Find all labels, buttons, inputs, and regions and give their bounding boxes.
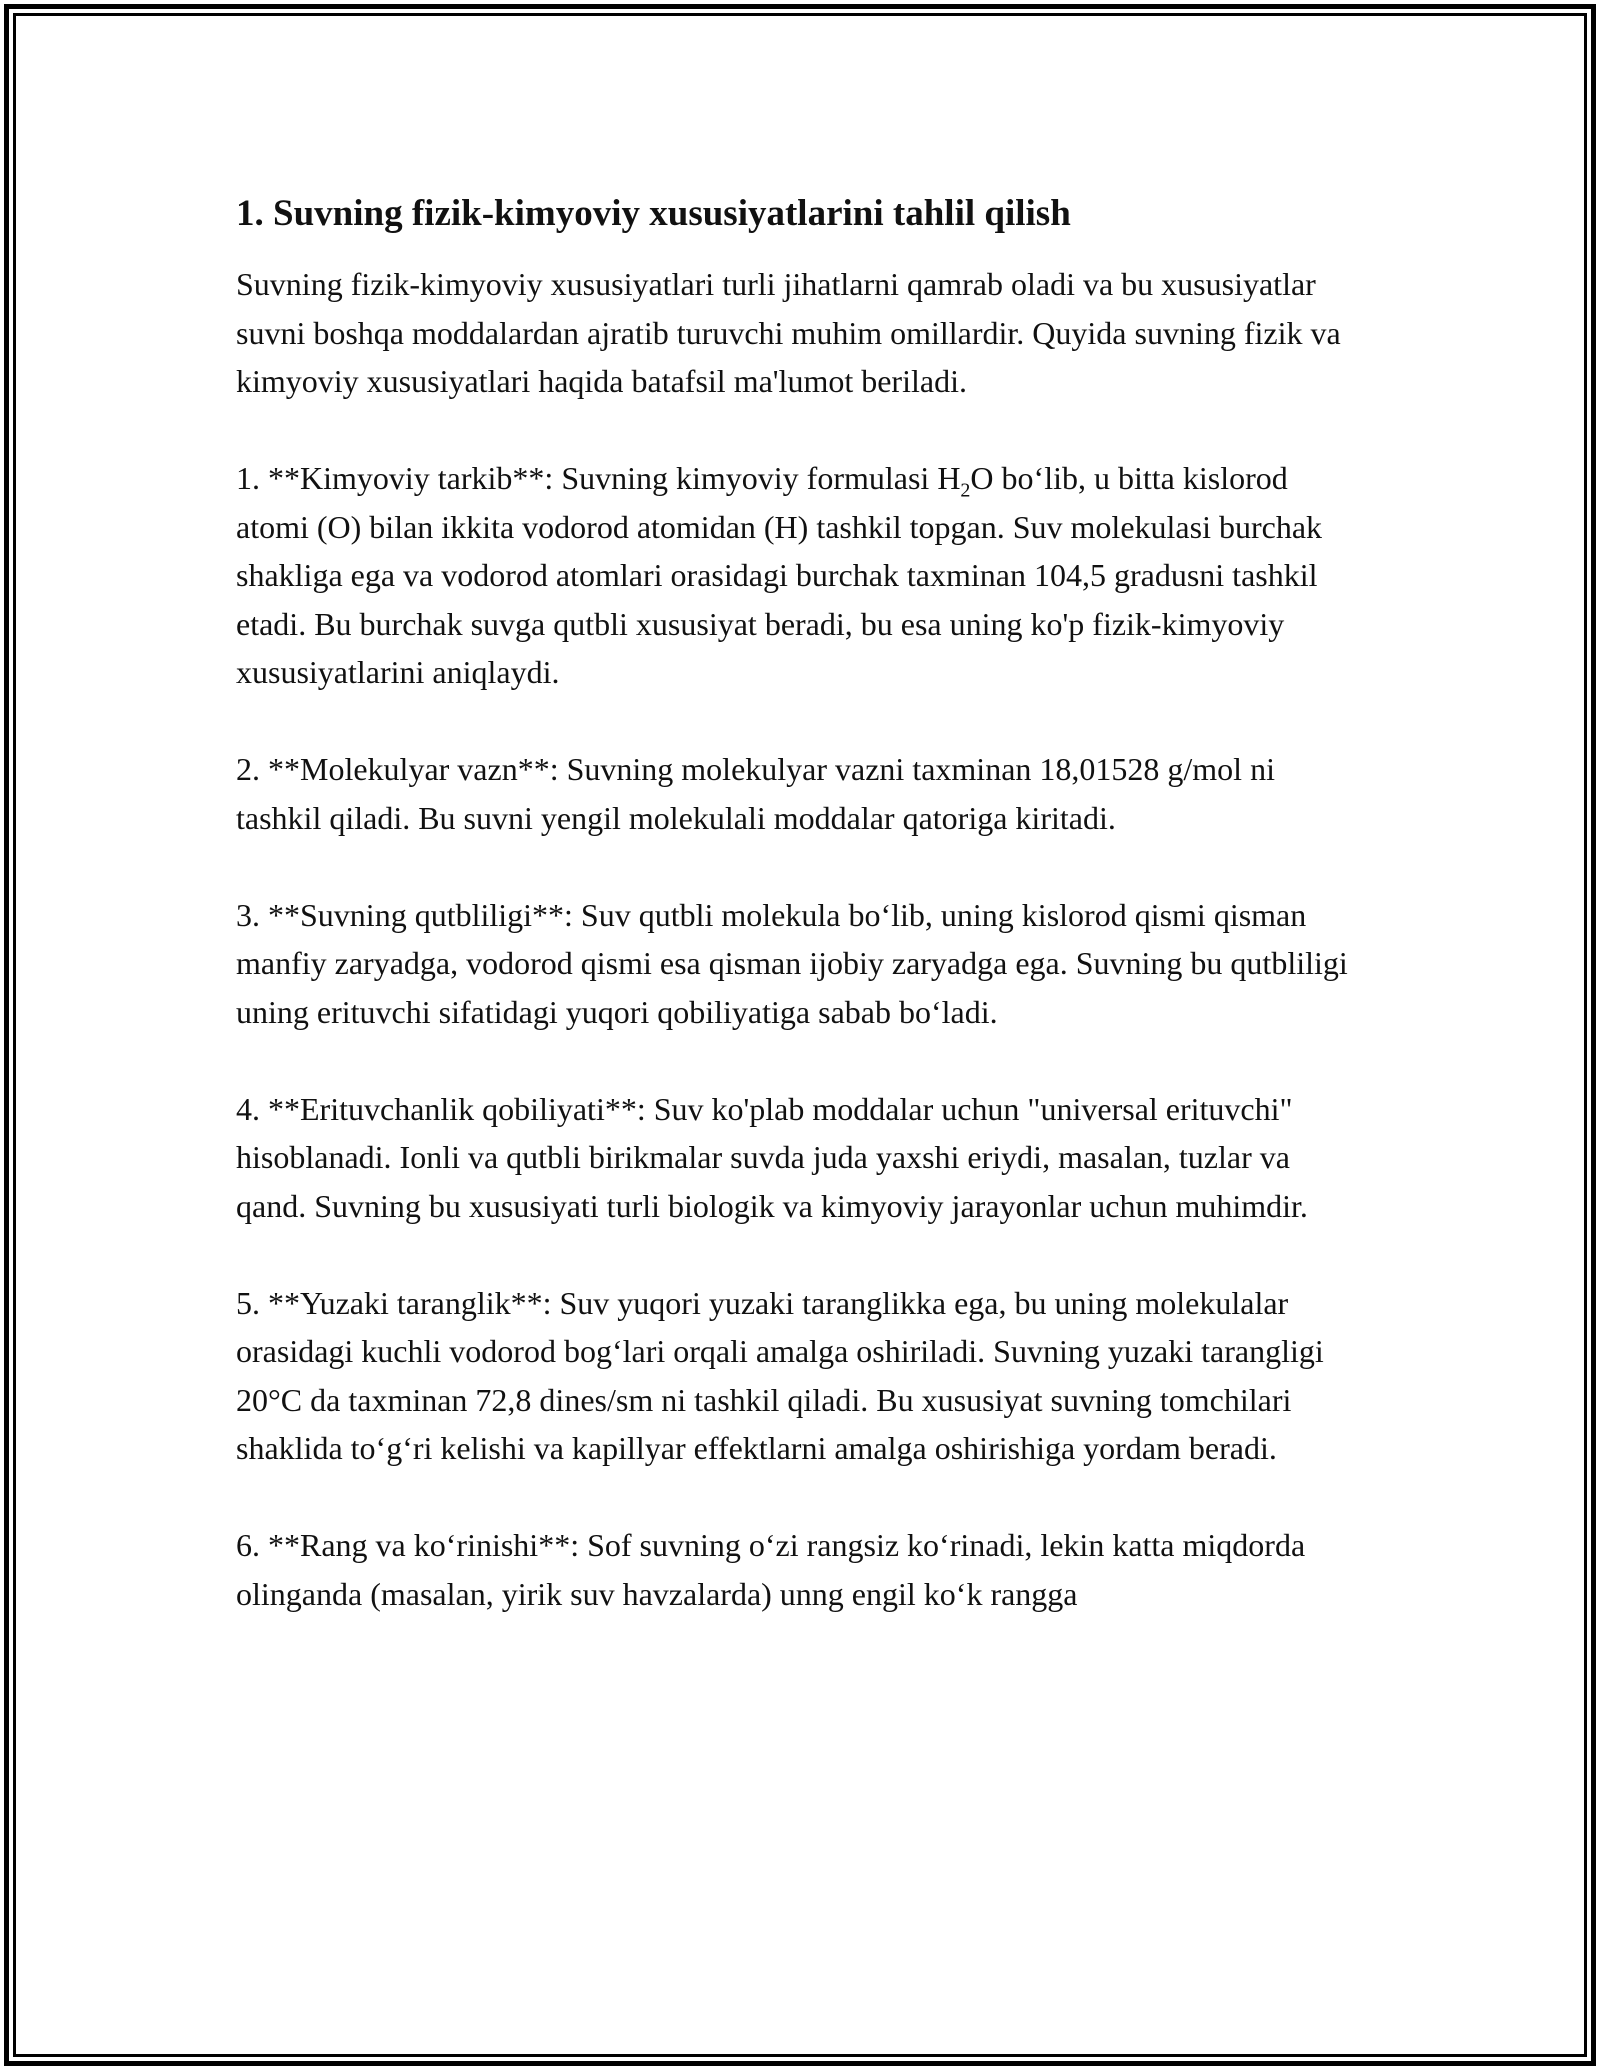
list-item-chemical-composition <box>236 454 1366 697</box>
list-item-surface-tension: 5. **Yuzaki taranglik**: Suv yuqori yuzaki taranglikka ega, bu uning molekulalar orasidagi kuchli vodorod bog‘lari orqali amalga oshiriladi. Suvning yuzaki tarangligi 20°C da taxminan 72,8 dines/sm ni tashkil qiladi. Bu xususiyat suvning tomchilari shaklida to‘g‘ri kelishi va kapillyar effektlarni amalga oshirishiga yordam beradi. <box>236 1284 1324 1466</box>
list-item-polarity: 3. **Suvning qutbliligi**: Suv qutbli molekula bo‘lib, uning kislorod qismi qisman manfiy zaryadga, vodorod qismi esa qisman ijobiy zaryadga ega. Suvning bu qutbliligi uning erituvchi sifatidagi yuqori qobiliyatiga sabab bo‘ladi. <box>236 896 1348 1030</box>
intro-paragraph: Suvning fizik-kimyoviy xususiyatlari turli jihatlarni qamrab oladi va bu xususiyatlar suvni boshqa moddalardan ajratib turuvchi muhim omillardir. Quyida suvning fizik va kimyoviy xususiyatlari haqida batafsil ma'lumot beriladi. <box>236 266 1341 399</box>
subscript-2: 2 <box>960 479 971 502</box>
list-item-molecular-weight: 2. **Molekulyar vazn**: Suvning molekulyar vazni taxminan 18,01528 g/mol ni tashkil qiladi. Bu suvni yengil molekulali moddalar qatoriga kiritadi. <box>236 751 1275 836</box>
document-title: 1. Suvning fizik-kimyoviy xususiyatlarini tahlil qilish <box>236 193 1071 234</box>
item-text-after-subscript: O bo‘lib, u bitta kislorod atomi (O) bilan ikkita vodorod atomidan (H) tashkil topgan. Suv molekulasi burchak shakliga ega va vodorod atomlari orasidagi burchak taxminan 104,5 gradusni tashkil etadi. Bu burchak suvga qutbli xususiyat beradi, bu esa uning ko'p fizik-kimyoviy xususiyatlarini aniqlaydi. <box>236 460 1323 690</box>
item-text-before-subscript: 1. **Kimyoviy tarkib**: Suvning kimyoviy formulasi H <box>236 460 961 496</box>
list-item-color-appearance: 6. **Rang va ko‘rinishi**: Sof suvning o‘zi rangsiz ko‘rinadi, lekin katta miqdorda olinganda (masalan, yirik suv havzalarda) unng engil ko‘k rangga <box>236 1527 1306 1612</box>
document-page <box>236 188 1366 1667</box>
list-item-solubility: 4. **Erituvchanlik qobiliyati**: Suv ko'plab moddalar uchun "universal erituvchi" hisoblanadi. Ionli va qutbli birikmalar suvda juda yaxshi eriydi, masalan, tuzlar va qand. Suvning bu xususiyati turli biologik va kimyoviy jarayonlar uchun muhimdir. <box>236 1090 1308 1224</box>
